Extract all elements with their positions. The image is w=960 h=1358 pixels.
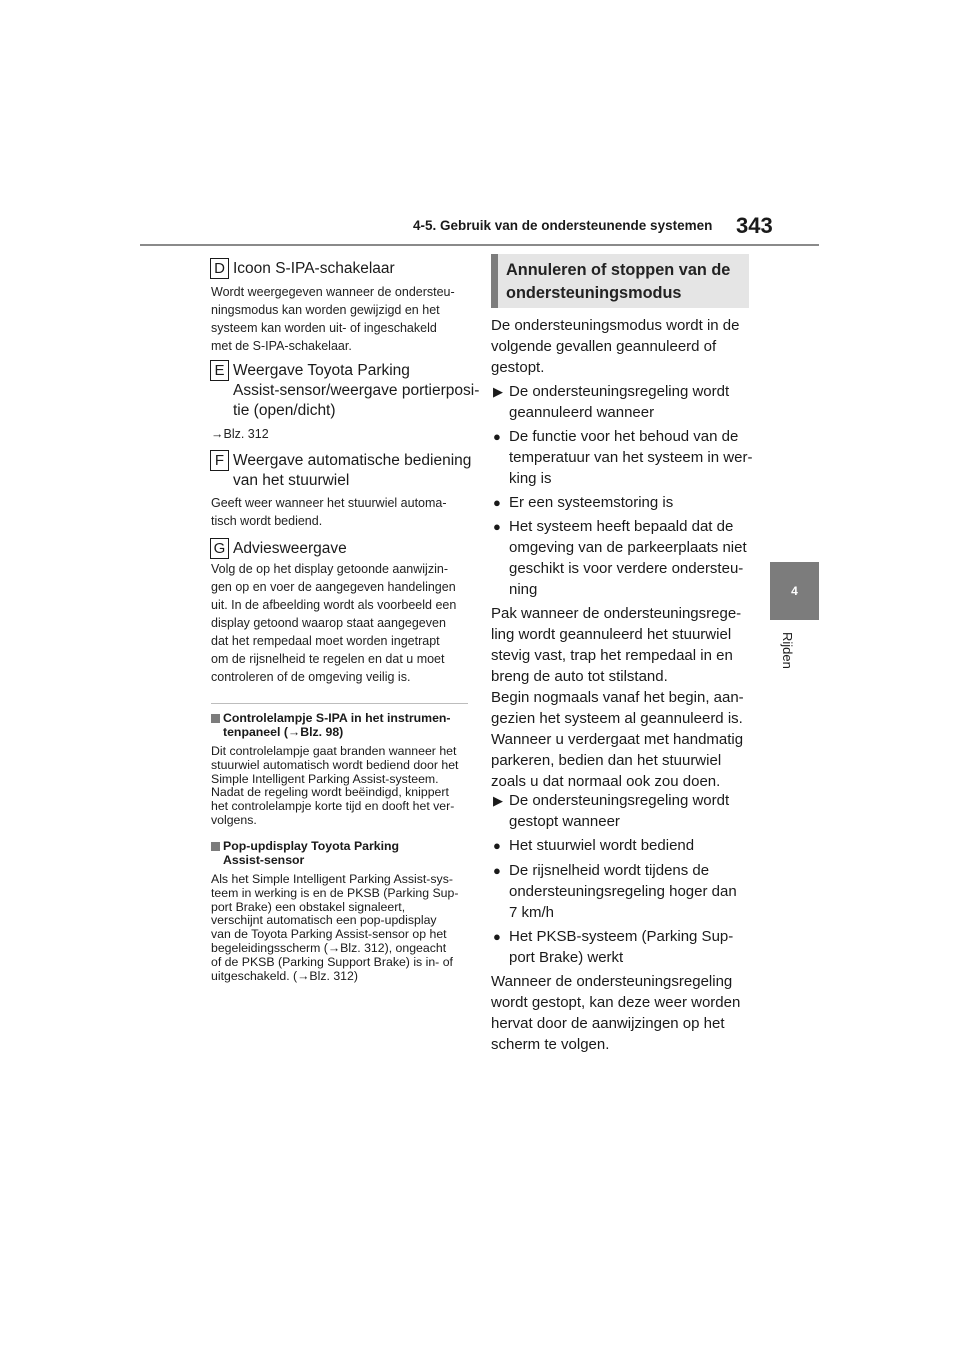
- item-desc-g: Volg de op het display getoonde aanwijzin- gen op en voer de aangegeven handelingen uit. In de afbeelding wordt als voorbeeld een display getoond waarop staat aangegeven dat het rempedaal moet worden ingetrapt om de rijsnelheid te regelen en dat u moet controleren of de omgeving veilig is.: [211, 562, 457, 684]
- dot-bullet-icon: ●: [493, 838, 501, 853]
- group2-title: De ondersteuningsregeling wordt gestopt wanneer: [509, 792, 730, 830]
- item-link-e[interactable]: →Blz. 312: [211, 427, 269, 441]
- list-item: De rijsnelheid wordt tijdens de ondersteuningsregeling hoger dan 7 km/h: [509, 862, 737, 921]
- heading-accent-bar: [491, 254, 498, 308]
- list-item: Het stuurwiel wordt bediend: [509, 837, 695, 854]
- list-item: De functie voor het behoud van de temperatuur van het systeem in wer- king is: [509, 428, 753, 487]
- list-item: Het systeem heeft bepaald dat de omgeving van de parkeerplaats niet geschikt is voor verdere ondersteu- ning: [509, 518, 747, 598]
- triangle-arrow-icon: ▶: [493, 384, 503, 399]
- item-title-g: Adviesweergave: [233, 540, 347, 557]
- item-letter-g: G: [210, 538, 229, 559]
- note-heading: Controlelampje S-IPA in het instrumen- tenpaneel (→Blz. 98): [223, 711, 451, 739]
- intro-text: De ondersteuningsmodus wordt in de volgende gevallen geannuleerd of gestopt.: [491, 317, 740, 376]
- chapter-tab[interactable]: 4: [770, 562, 819, 620]
- note-heading: Pop-updisplay Toyota Parking Assist-sensor: [223, 839, 400, 867]
- notes-divider: [211, 703, 468, 704]
- square-bullet-icon: [211, 714, 220, 723]
- triangle-arrow-icon: ▶: [493, 793, 503, 808]
- note-body: Dit controlelampje gaat branden wanneer het stuurwiel automatisch wordt bediend door het Simple Intelligent Parking Assist-systeem. Nadat de regeling wordt beëindigd, knippert het controlelampje korte tijd en dooft het ver- volgens.: [211, 744, 459, 827]
- item-desc-d: Wordt weergegeven wanneer de ondersteu- ningsmodus kan worden gewijzigd en het systeem kan worden uit- of ingeschakeld met de S-IPA-schakelaar.: [211, 285, 455, 353]
- dot-bullet-icon: ●: [493, 929, 501, 944]
- section-heading-box: [491, 254, 749, 308]
- section-heading: Annuleren of stoppen van de ondersteuningsmodus: [506, 261, 731, 302]
- group1-title: De ondersteuningsregeling wordt geannuleerd wanneer: [509, 383, 730, 421]
- cancel-instructions: Pak wanneer de ondersteuningsrege- ling wordt geannuleerd het stuurwiel stevig vast, trap het rempedaal in en breng de auto tot stilstand. Begin nogmaals vanaf het begin, aan- gezien het systeem al geannuleerd is. Wanneer u verdergaat met handmatig parkeren, bedien dan het stuurwiel zoals u dat normaal ook zou doen.: [491, 605, 744, 790]
- header-divider: [140, 244, 819, 246]
- dot-bullet-icon: ●: [493, 519, 501, 534]
- dot-bullet-icon: ●: [493, 495, 501, 510]
- chapter-label: Rijden: [780, 632, 795, 669]
- list-item: Er een systeemstoring is: [509, 494, 674, 511]
- note-controlelampje: [211, 711, 458, 828]
- item-letter-e: E: [210, 360, 229, 381]
- section-title: 4-5. Gebruik van de ondersteunende systemen: [413, 218, 713, 233]
- item-title-d: Icoon S-IPA-schakelaar: [233, 260, 395, 277]
- note-popup-display: [211, 839, 458, 983]
- dot-bullet-icon: ●: [493, 429, 501, 444]
- list-item: Het PKSB-systeem (Parking Sup- port Brake) werkt: [509, 928, 734, 966]
- closing-text: Wanneer de ondersteuningsregeling wordt gestopt, kan deze weer worden hervat door de aanwijzingen op het scherm te volgen.: [491, 973, 741, 1053]
- item-title-e: Weergave Toyota Parking Assist-sensor/weergave portierposi- tie (open/dicht): [233, 362, 480, 419]
- item-letter-d: D: [210, 258, 229, 279]
- page-number: 343: [736, 213, 773, 238]
- item-title-f: Weergave automatische bediening van het stuurwiel: [233, 452, 472, 489]
- item-letter-f: F: [210, 450, 229, 471]
- item-desc-f: Geeft weer wanneer het stuurwiel automa- tisch wordt bediend.: [211, 496, 447, 528]
- dot-bullet-icon: ●: [493, 863, 501, 878]
- note-body: Als het Simple Intelligent Parking Assist-sys- teem in werking is en de PKSB (Parking Sup- port Brake) een obstakel signaleert, verschijnt automatisch een pop-updisplay van de Toyota Parking Assist-sensor op het begeleidingsscherm (→Blz. 312), ongeacht of de PKSB (Parking Support Brake) is in- of uitgeschakeld. (→Blz. 312): [211, 872, 459, 983]
- square-bullet-icon: [211, 842, 220, 851]
